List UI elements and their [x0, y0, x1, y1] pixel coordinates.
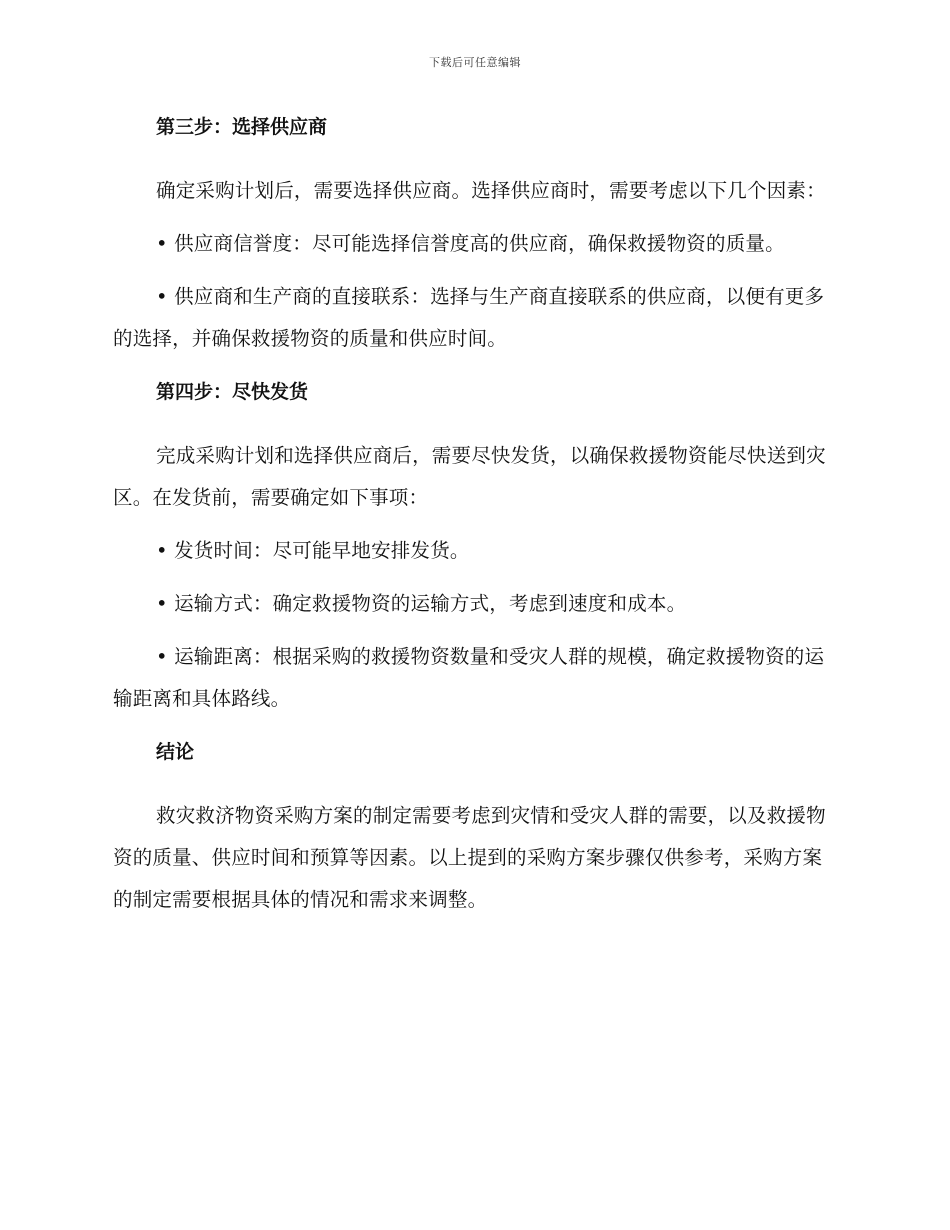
bullet-item: • 运输方式：确定救援物资的运输方式，考虑到速度和成本。 [156, 592, 687, 615]
section-heading-step4: 第四步：尽快发货 [156, 381, 309, 403]
bullet-item: • 供应商信誉度：尽可能选择信誉度高的供应商，确保救援物资的质量。 [156, 232, 785, 255]
document-body [113, 106, 833, 932]
page-header-note: 下载后可任意编辑 [429, 56, 521, 69]
paragraph: 确定采购计划后，需要选择供应商。选择供应商时，需要考虑以下几个因素： [156, 179, 826, 202]
bullet-item: • 运输距离：根据采购的救援物资数量和受灾人群的规模，确定救援物资的运输距离和具体路线。 [113, 645, 825, 710]
section-heading-step3: 第三步：选择供应商 [156, 116, 328, 138]
paragraph: 救灾救济物资采购方案的制定需要考虑到灾情和受灾人群的需要，以及救援物资的质量、供应时间和预算等因素。以上提到的采购方案步骤仅供参考，采购方案的制定需要根据具体的情况和需求来调整。 [113, 804, 826, 911]
bullet-item: • 发货时间：尽可能早地安排发货。 [156, 539, 470, 562]
paragraph: 完成采购计划和选择供应商后，需要尽快发货，以确保救援物资能尽快送到灾区。在发货前，需要确定如下事项： [113, 444, 826, 509]
section-heading-conclusion: 结论 [156, 741, 195, 763]
bullet-item: • 供应商和生产商的直接联系：选择与生产商直接联系的供应商，以便有更多的选择，并确保救援物资的质量和供应时间。 [113, 285, 825, 350]
